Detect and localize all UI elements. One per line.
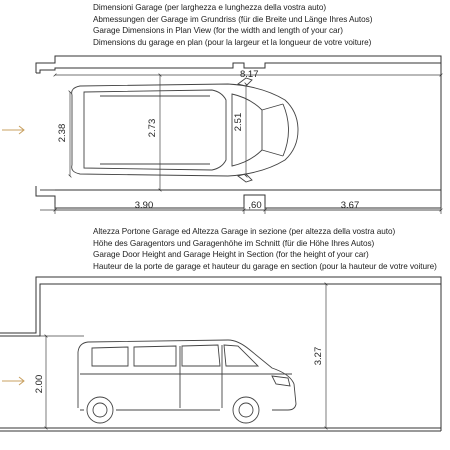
section-entry-arrow	[2, 377, 24, 385]
section-dimension-lines	[46, 284, 326, 428]
plan-title-it: Dimensioni Garage (per larghezza e lunghezza della vostra auto)	[93, 3, 327, 12]
dim-segment-1: 3.90	[134, 200, 154, 211]
plan-title-de: Abmessungen der Garage im Grundriss (für die Breite und Länge Ihres Autos)	[93, 14, 373, 24]
plan-entry-arrow	[2, 126, 24, 134]
dim-car-width: 2.51	[233, 112, 244, 132]
dim-door-width: 2.38	[57, 123, 68, 143]
section-title-en: Garage Door Height and Garage Height in Section (for the height of your car)	[93, 250, 369, 260]
plan-car-outline	[72, 78, 298, 182]
dim-garage-width: 2.73	[147, 118, 158, 138]
dim-door-height: 2.00	[34, 374, 45, 394]
plan-title-fr: Dimensions du garage en plan (pour la largeur et la longueur de votre voiture)	[93, 37, 372, 47]
plan-title-en: Garage Dimensions in Plan View (for the width and length of your car)	[93, 26, 343, 36]
dim-total-length: 8.17	[240, 69, 259, 80]
section-title-fr: Hauteur de la porte de garage et hauteur du garage en section (pour la hauteur de votre voiture)	[93, 261, 437, 271]
section-title-it: Altezza Portone Garage ed Altezza Garage in sezione (per altezza della vostra auto)	[93, 227, 396, 236]
dim-segment-3: 3.67	[340, 200, 360, 211]
section-title-de: Höhe des Garagentors und Garagenhöhe im Schnitt (für die Höhe Ihres Autos)	[93, 238, 375, 248]
section-van-outline	[78, 340, 296, 423]
dim-garage-height: 3.27	[313, 346, 324, 366]
dim-segment-2: ,60	[248, 200, 262, 211]
section-garage-walls	[0, 277, 441, 431]
